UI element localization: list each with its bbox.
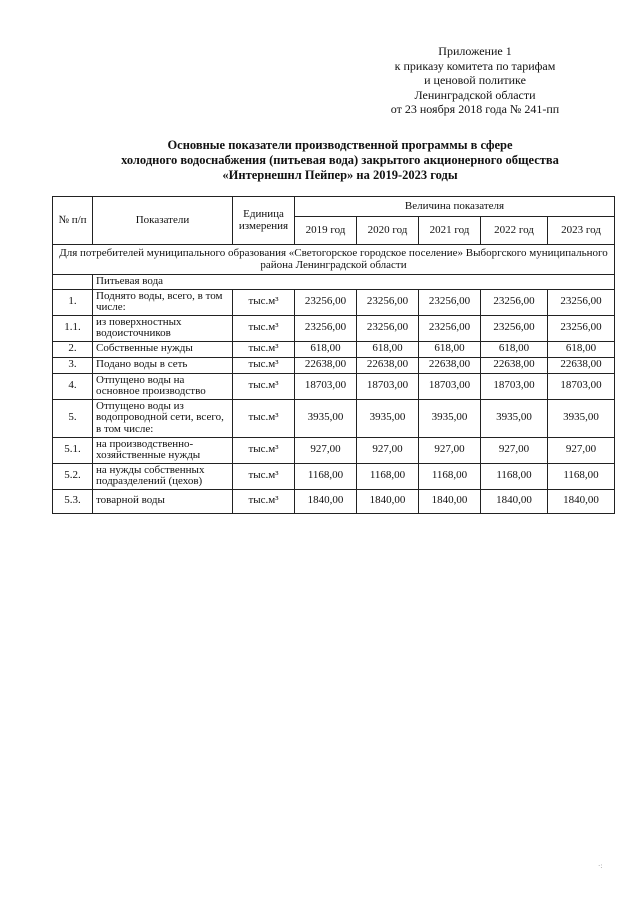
row-num: 2.: [53, 341, 93, 357]
title-line-1: Основные показатели производственной программы в сфере: [167, 138, 513, 152]
row-value: 22638,00: [357, 357, 419, 373]
row-unit: тыс.м³: [233, 399, 295, 437]
subsection-label: Питьевая вода: [93, 275, 615, 290]
row-unit: тыс.м³: [233, 315, 295, 341]
row-value: 18703,00: [419, 373, 481, 399]
row-value: 18703,00: [295, 373, 357, 399]
row-value: 927,00: [548, 437, 615, 463]
row-value: 18703,00: [548, 373, 615, 399]
row-value: 23256,00: [548, 289, 615, 315]
indicators-table: [52, 196, 615, 514]
row-value: 23256,00: [357, 289, 419, 315]
row-unit: тыс.м³: [233, 341, 295, 357]
row-value: 22638,00: [548, 357, 615, 373]
row-value: 23256,00: [357, 315, 419, 341]
table-row: [53, 399, 615, 437]
table-row: [53, 373, 615, 399]
row-value: 22638,00: [295, 357, 357, 373]
table-row: [53, 341, 615, 357]
row-unit: тыс.м³: [233, 373, 295, 399]
row-value: 3935,00: [548, 399, 615, 437]
header-indicator: Показатели: [93, 197, 233, 245]
row-value: 23256,00: [419, 289, 481, 315]
row-value: 3935,00: [419, 399, 481, 437]
row-value: 23256,00: [295, 315, 357, 341]
row-value: 18703,00: [357, 373, 419, 399]
annex-policy-line: и ценовой политике: [424, 73, 526, 87]
row-value: 618,00: [548, 341, 615, 357]
row-value: 23256,00: [481, 289, 548, 315]
table-row: [53, 315, 615, 341]
table-row: [53, 489, 615, 513]
row-value: 927,00: [357, 437, 419, 463]
header-year: 2021 год: [419, 217, 481, 245]
row-num: 5.2.: [53, 463, 93, 489]
row-value: 23256,00: [295, 289, 357, 315]
row-num: 4.: [53, 373, 93, 399]
header-year: 2022 год: [481, 217, 548, 245]
row-value: 3935,00: [481, 399, 548, 437]
row-label: Подано воды в сеть: [93, 357, 233, 373]
annex-order-line: к приказу комитета по тарифам: [394, 58, 556, 73]
row-label: из поверхностных водоисточников: [93, 315, 233, 341]
row-value: 927,00: [419, 437, 481, 463]
annex-region-line: Ленинградской области: [414, 87, 536, 102]
annex-block: [360, 44, 590, 117]
row-num: 3.: [53, 357, 93, 373]
table-row: [53, 289, 615, 315]
row-value: 23256,00: [481, 315, 548, 341]
row-unit: тыс.м³: [233, 357, 295, 373]
row-value: 1168,00: [481, 463, 548, 489]
row-value: 927,00: [295, 437, 357, 463]
row-value: 3935,00: [295, 399, 357, 437]
row-value: 618,00: [357, 341, 419, 357]
row-label: на производственно-хозяйственные нужды: [93, 437, 233, 463]
row-value: 618,00: [295, 341, 357, 357]
row-num: 1.1.: [53, 315, 93, 341]
row-value: 618,00: [419, 341, 481, 357]
row-value: 1840,00: [481, 489, 548, 513]
row-unit: тыс.м³: [233, 489, 295, 513]
table-row: [53, 463, 615, 489]
row-value: 1168,00: [419, 463, 481, 489]
row-num: 5.1.: [53, 437, 93, 463]
table-row: [53, 357, 615, 373]
header-year: 2020 год: [357, 217, 419, 245]
row-value: 23256,00: [548, 315, 615, 341]
row-label: Отпущено воды из водопроводной сети, всего, в том числе:: [93, 399, 233, 437]
annex-date-line: от 23 ноября 2018 года № 241-пп: [390, 102, 560, 116]
table-cell: [53, 275, 93, 290]
row-value: 1840,00: [419, 489, 481, 513]
header-num: № п/п: [53, 197, 93, 245]
row-unit: тыс.м³: [233, 437, 295, 463]
row-value: 22638,00: [481, 357, 548, 373]
header-year: 2019 год: [295, 217, 357, 245]
row-label: на нужды собственных подразделений (цехов): [93, 463, 233, 489]
row-label: Собственные нужды: [93, 341, 233, 357]
row-value: 1168,00: [548, 463, 615, 489]
row-label: Отпущено воды на основное производство: [93, 373, 233, 399]
row-value: 1168,00: [295, 463, 357, 489]
section-row: Для потребителей муниципального образования «Светогорское городское поселение» Выборгского муниципального района Ленинградской области: [53, 245, 615, 275]
row-value: 23256,00: [419, 315, 481, 341]
header-value-group: Величина показателя: [295, 197, 615, 217]
row-value: 22638,00: [419, 357, 481, 373]
corner-scan-mark: ·:: [598, 862, 603, 870]
header-year: 2023 год: [548, 217, 615, 245]
title-line-3: «Интернешнл Пейпер» на 2019-2023 годы: [222, 168, 458, 182]
row-unit: тыс.м³: [233, 463, 295, 489]
row-label: Поднято воды, всего, в том числе:: [93, 289, 233, 315]
row-num: 5.: [53, 399, 93, 437]
title-line-2: холодного водоснабжения (питьевая вода) закрытого акционерного общества: [121, 153, 559, 167]
row-num: 5.3.: [53, 489, 93, 513]
row-value: 18703,00: [481, 373, 548, 399]
row-value: 3935,00: [357, 399, 419, 437]
row-value: 927,00: [481, 437, 548, 463]
table-row: [53, 437, 615, 463]
row-value: 1840,00: [357, 489, 419, 513]
document-title: [60, 138, 620, 183]
row-value: 1840,00: [295, 489, 357, 513]
annex-title: Приложение 1: [438, 44, 512, 58]
row-value: 618,00: [481, 341, 548, 357]
row-num: 1.: [53, 289, 93, 315]
header-unit: Единица измерения: [233, 197, 295, 245]
row-label: товарной воды: [93, 489, 233, 513]
row-value: 1168,00: [357, 463, 419, 489]
row-unit: тыс.м³: [233, 289, 295, 315]
row-value: 1840,00: [548, 489, 615, 513]
